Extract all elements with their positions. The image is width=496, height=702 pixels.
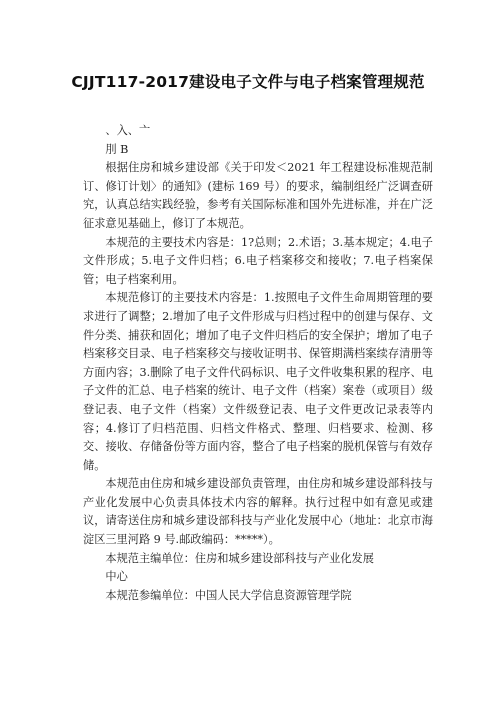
document-body bbox=[83, 122, 433, 605]
paragraph-revision-basis: 根据住房和城乡建设部《关于印发＜2021 年工程建设标准规范制订、修订计划〉的通知》(建标 169 号）的要求，编制组经广泛调查研究，认真总结实践经验，参考有关国际标准和国外先进标准，并在广泛征求意见基础上，修订了本规范。 bbox=[83, 161, 433, 230]
ocr-fragment-line: 、入、亠 bbox=[105, 124, 151, 137]
paragraph-revision-contents: 本规范修订的主要技术内容是：1.按照电子文件生命周期管理的要求进行了调整；2.增加了电子文件形成与归档过程中的创建与保存、文件分类、捕获和固化；增加了电子文件归档后的安全保护；增加了电子档案移交目录、电子档案移交与接收证明书、保管期满档案续存清册等方面内容；3.删除了电子文件代码标识、电子文件收集积累的程序、电子文件的汇总、电子档案的统计、电子文件（档案）案卷（或项目）级登记表、电子文件（档案）文件级登记表、电子文件更改记录表等内容；4.修订了归档范围、归档文件格式、整理、归档要求、检测、移交、接收、存储备份等方面内容，整合了电子档案的脱机保管与有效存储。 bbox=[83, 291, 433, 472]
document-title: CJJT117-2017建设电子文件与电子档案管理规范 bbox=[71, 73, 425, 91]
paragraph-main-contents: 本规范的主要技术内容是：1?总则；2.术语；3.基本规定；4.电子文件形成；5.电子文件归档；6.电子档案移交和接收；7.电子档案保管；电子档案利用。 bbox=[83, 235, 433, 286]
paragraph-chief-editor: 本规范主编单位：住房和城乡建设部科技与产业化发展 bbox=[105, 551, 374, 565]
preface-heading: 刖 B bbox=[105, 142, 129, 156]
paragraph-participating-editor: 本规范参编单位：中国人民大学信息资源管理学院 bbox=[105, 588, 352, 602]
paragraph-chief-editor-continued: 中心 bbox=[105, 570, 128, 584]
paragraph-management: 本规范由住房和城乡建设部负责管理，由住房和城乡建设部科技与产业化发展中心负责具体技术内容的解释。执行过程中如有意见或建议，请寄送住房和城乡建设部科技与产业化发展中心（地址：北京市海淀区三里河路 9 号.邮政编码：*****）。 bbox=[83, 477, 433, 547]
